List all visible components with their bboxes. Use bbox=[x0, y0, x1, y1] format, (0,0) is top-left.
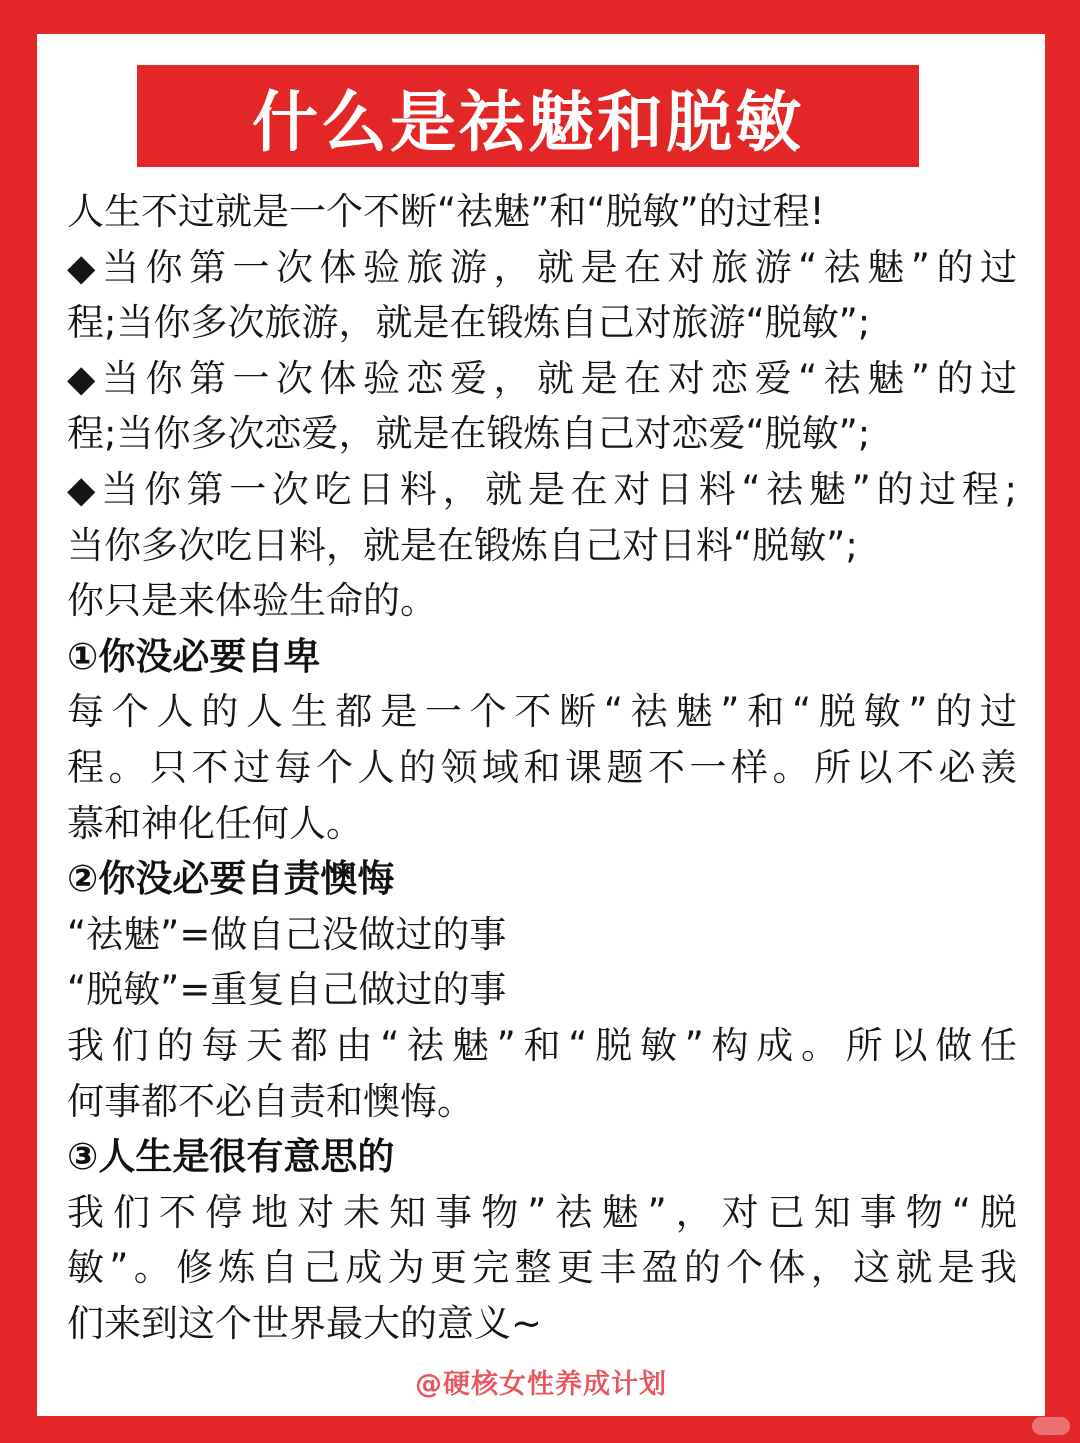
paragraph-line: ◆当你第一次体验恋爱，就是在对恋爱“祛魅”的过 bbox=[67, 356, 1017, 400]
article-body bbox=[67, 184, 1017, 1351]
paragraph-line: 何事都不必自责和懊悔。 bbox=[67, 1079, 474, 1123]
paragraph-line: ◆当你第一次体验旅游，就是在对旅游“祛魅”的过 bbox=[67, 245, 1017, 289]
section-heading-3: ③人生是很有意思的 bbox=[67, 1135, 395, 1179]
paragraph-line: “脱敏”=重复自己做过的事 bbox=[67, 968, 507, 1012]
author-watermark: @硬核女性养成计划 bbox=[415, 1369, 667, 1400]
page-title: 什么是祛魅和脱敏 bbox=[252, 83, 804, 161]
paragraph-line: 每个人的人生都是一个不断“祛魅”和“脱敏”的过 bbox=[67, 690, 1017, 734]
section-heading-2: ②你没必要自责懊悔 bbox=[67, 857, 395, 901]
paragraph-line: 我们不停地对未知事物”祛魅”，对已知事物“脱 bbox=[67, 1190, 1017, 1234]
paragraph-line: 你只是来体验生命的。 bbox=[67, 579, 437, 623]
section-heading-1: ①你没必要自卑 bbox=[67, 634, 321, 678]
paragraph-line: 慕和神化任何人。 bbox=[67, 801, 363, 845]
paragraph-line: 们来到这个世界最大的意义~ bbox=[67, 1301, 543, 1345]
paragraph-line: “祛魅”=做自己没做过的事 bbox=[67, 912, 507, 956]
content-card bbox=[37, 34, 1045, 1416]
title-banner bbox=[137, 65, 919, 167]
paragraph-line: ◆当你第一次吃日料，就是在对日料“祛魅”的过程; bbox=[67, 467, 1017, 511]
paragraph-line: 当你多次吃日料，就是在锻炼自己对日料“脱敏”; bbox=[67, 523, 858, 567]
intro-line: 人生不过就是一个不断“祛魅”和“脱敏”的过程! bbox=[67, 190, 825, 233]
paragraph-line: 程。只不过每个人的领域和课题不一样。所以不必羡 bbox=[67, 745, 1017, 789]
platform-logo-icon bbox=[1032, 1417, 1070, 1435]
paragraph-line: 程;当你多次旅游，就是在锻炼自己对旅游“脱敏”; bbox=[67, 301, 871, 345]
paragraph-line: 程;当你多次恋爱，就是在锻炼自己对恋爱“脱敏”; bbox=[67, 412, 871, 456]
paragraph-line: 我们的每天都由“祛魅”和“脱敏”构成。所以做任 bbox=[67, 1023, 1017, 1067]
paragraph-line: 敏”。修炼自己成为更完整更丰盈的个体，这就是我 bbox=[67, 1246, 1017, 1290]
